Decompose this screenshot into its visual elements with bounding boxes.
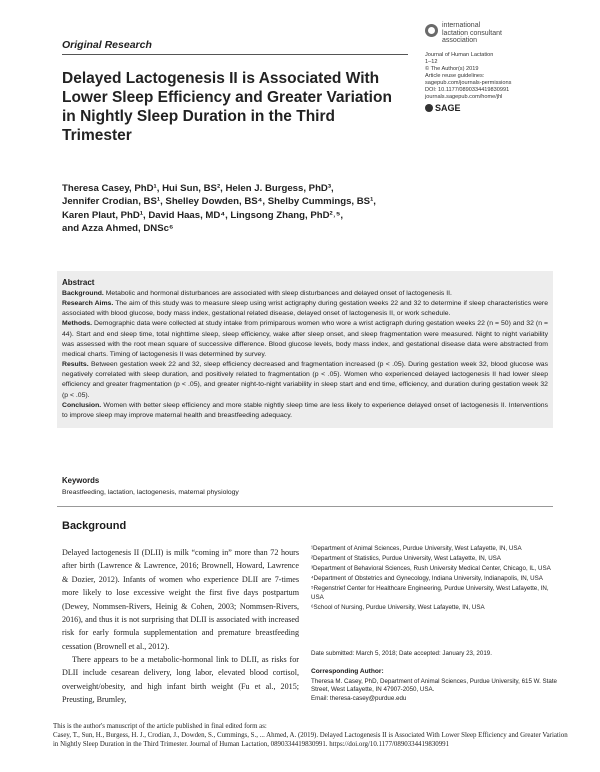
abstract-label: Conclusion. bbox=[62, 401, 102, 409]
author-line: Theresa Casey, PhD¹, Hui Sun, BS², Helen J. Burgess, PhD³, bbox=[62, 183, 334, 194]
permissions-link[interactable]: sagepub.com/journals-permissions bbox=[425, 79, 512, 86]
body-paragraph: Delayed lactogenesis II (DLII) is milk “coming in” more than 72 hours after birth (Lawrence & Lawrence, 2016; Brownell, Howard, Lawrence & Dozier, 2012). Infants of women who experience DLII are 7-times more likely to lose excessive weight the first five days postpartum (Dewey, Nommsen-Rivers, Heinig & Cohen, 2003; Nommsen-Rivers, 2016), and thus it is not surprising that DLII is associated with increased risk for early formula supplementation and premature breastfeeding cessation (Brownell et al., 2012). bbox=[62, 548, 299, 651]
affiliation: ³Department of Behavioral Sciences, Rush University Medical Center, Chicago, IL, USA bbox=[311, 564, 551, 572]
abstract-aims bbox=[62, 299, 548, 319]
reuse-guidelines: Article reuse guidelines: bbox=[425, 72, 485, 79]
section-divider bbox=[57, 506, 553, 507]
affiliation: ¹Department of Animal Sciences, Purdue University, West Lafayette, IN, USA bbox=[311, 545, 522, 552]
sage-logo-icon bbox=[425, 104, 433, 112]
corresponding-author-heading: Corresponding Author: bbox=[311, 668, 384, 675]
background-heading: Background bbox=[62, 520, 127, 532]
abstract-text: Demographic data were collected at study intake from primiparous women who wore a wrist actigraph during gestation weeks 22 (n = 50) and 32 (n = 44). Start and end sleep time, total nighttime sleep, sleep efficiency, wake after sleep onset, and sleep fragmentation were measured. Night to night variability was assessed with the root mean square of successive difference. Blood glucose levels, body mass index, and gestational disease data were abstracted from medical charts. Timing of lactogenesis II was determined by survey. bbox=[62, 320, 548, 358]
keywords-heading: Keywords bbox=[62, 476, 100, 485]
abstract-results bbox=[62, 360, 548, 401]
abstract-text: The aim of this study was to measure sleep using wrist actigraphy during gestation weeks 22 and 32 to determine if sleep characteristics were associated with blood glucose, body mass index, gestational related disease, delayed onset of lactogenesis II, or work schedule. bbox=[62, 300, 549, 318]
affiliations bbox=[311, 545, 559, 614]
journal-name: Journal of Human Lactation bbox=[425, 51, 494, 58]
author-line: and Azza Ahmed, DNSc⁶ bbox=[62, 223, 174, 235]
submission-dates: Date submitted: March 5, 2018; Date accepted: January 23, 2019. bbox=[311, 650, 492, 657]
abstract-methods bbox=[62, 319, 548, 360]
abstract-text: Between gestation week 22 and 32, sleep efficiency decreased and fragmentation increased (p < .05). During gestation week 32, blood glucose was negatively correlated with sleep duration, and positively related to fragmentation (p < .05). Women who experienced delayed lactogenesis II had lower sleep efficiency and greater fragmentation (p < .05), and greater night-to-night variability in sleep start and end time, efficiency, and duration during gestation week 32 (p < .05). bbox=[62, 361, 548, 399]
background-body bbox=[62, 546, 299, 707]
article-title: Delayed Lactogenesis II is Associated With Lower Sleep Efficiency and Greater Variation in Nightly Sleep Duration in the Third Trimester bbox=[62, 70, 392, 144]
abstract-label: Results. bbox=[62, 361, 89, 369]
footer-citation: Casey, T., Sun, H., Burgess, H. J., Crodian, J., Dowden, S., Cummings, S., ... Ahmed, A. (2019). Delayed Lactogenesis II is Associated With Lower Sleep Efficiency and Greater Variation in Nightly Sleep Duration in the Third Trimester. Journal of Human Lactation, 0890334419830991. https://doi.org/10.1177/0890334419830991 bbox=[53, 732, 568, 749]
logo-line: association bbox=[442, 37, 478, 44]
keywords-list: Breastfeeding, lactation, lactogenesis, maternal physiology bbox=[62, 489, 239, 496]
journal-sidebar bbox=[425, 22, 565, 113]
page-range: 1–12 bbox=[425, 58, 438, 65]
logo-line: international bbox=[442, 22, 481, 29]
journal-home-link[interactable]: journals.sagepub.com/home/jhl bbox=[425, 93, 503, 100]
logo-line: lactation consultant bbox=[442, 29, 502, 37]
abstract-label: Background. bbox=[62, 290, 104, 297]
doi: DOI: 10.1177/0890334419830991 bbox=[425, 86, 510, 93]
sage-logo-text: SAGE bbox=[435, 102, 461, 113]
abstract-text: Metabolic and hormonal disturbances are associated with sleep disturbances and delayed onset of lactogenesis II. bbox=[105, 290, 452, 297]
abstract-background bbox=[62, 289, 548, 299]
corresponding-author bbox=[311, 678, 559, 703]
footer-note: This is the author's manuscript of the article published in final edited form as: bbox=[53, 723, 267, 730]
corresponding-author-email[interactable]: Email: theresa-casey@purdue.edu bbox=[311, 694, 407, 702]
journal-meta bbox=[425, 52, 565, 101]
corresponding-author-address: Theresa M. Casey, PhD, Department of Animal Sciences, Purdue University, 615 W. State Street, West Lafayette, IN 47907-2050, USA. bbox=[311, 678, 557, 694]
abstract-text: Women with better sleep efficiency and more stable nightly sleep time are less likely to experience delayed onset of lactogenesis II. Interventions to improve sleep may improve maternal health and breastfeeding adequacy. bbox=[62, 401, 548, 419]
abstract-label: Research Aims. bbox=[62, 300, 114, 308]
author-line: Karen Plaut, PhD¹, David Haas, MD⁴, Lingsong Zhang, PhD²˒⁵, bbox=[62, 209, 344, 221]
affiliation: ⁵Regenstrief Center for Healthcare Engineering, Purdue University, West Lafayette, IN, USA bbox=[311, 584, 549, 601]
abstract-body bbox=[62, 289, 548, 421]
ilca-logo bbox=[425, 22, 565, 45]
ilca-logo-icon bbox=[425, 24, 438, 37]
manuscript-footer bbox=[53, 722, 573, 750]
abstract-conclusion bbox=[62, 401, 548, 421]
ilca-logo-text bbox=[442, 22, 502, 45]
abstract-label: Methods. bbox=[62, 320, 93, 328]
affiliation: ⁴Department of Obstetrics and Gynecology, Indiana University, Indianapolis, IN, USA bbox=[311, 574, 543, 582]
section-label: Original Research bbox=[62, 39, 152, 51]
affiliation: ⁶School of Nursing, Purdue University, West Lafayette, IN, USA bbox=[311, 603, 485, 611]
abstract-heading: Abstract bbox=[62, 278, 95, 287]
author-line: Jennifer Crodian, BS¹, Shelley Dowden, BS⁴, Shelby Cummings, BS¹, bbox=[62, 196, 376, 208]
header-divider bbox=[62, 54, 408, 55]
sage-logo bbox=[425, 103, 565, 113]
author-list bbox=[62, 182, 422, 236]
affiliation: ²Department of Statistics, Purdue University, West Lafayette, IN, USA bbox=[311, 554, 501, 562]
body-paragraph: There appears to be a metabolic-hormonal link to DLII, as risks for DLII include cesarean delivery, long labor, elevated blood cortisol, overweight/obesity, and high infant birth weight (Fu et al., 2015; Preusting, Brumley, bbox=[62, 655, 299, 705]
copyright: © The Author(s) 2019 bbox=[425, 65, 479, 72]
